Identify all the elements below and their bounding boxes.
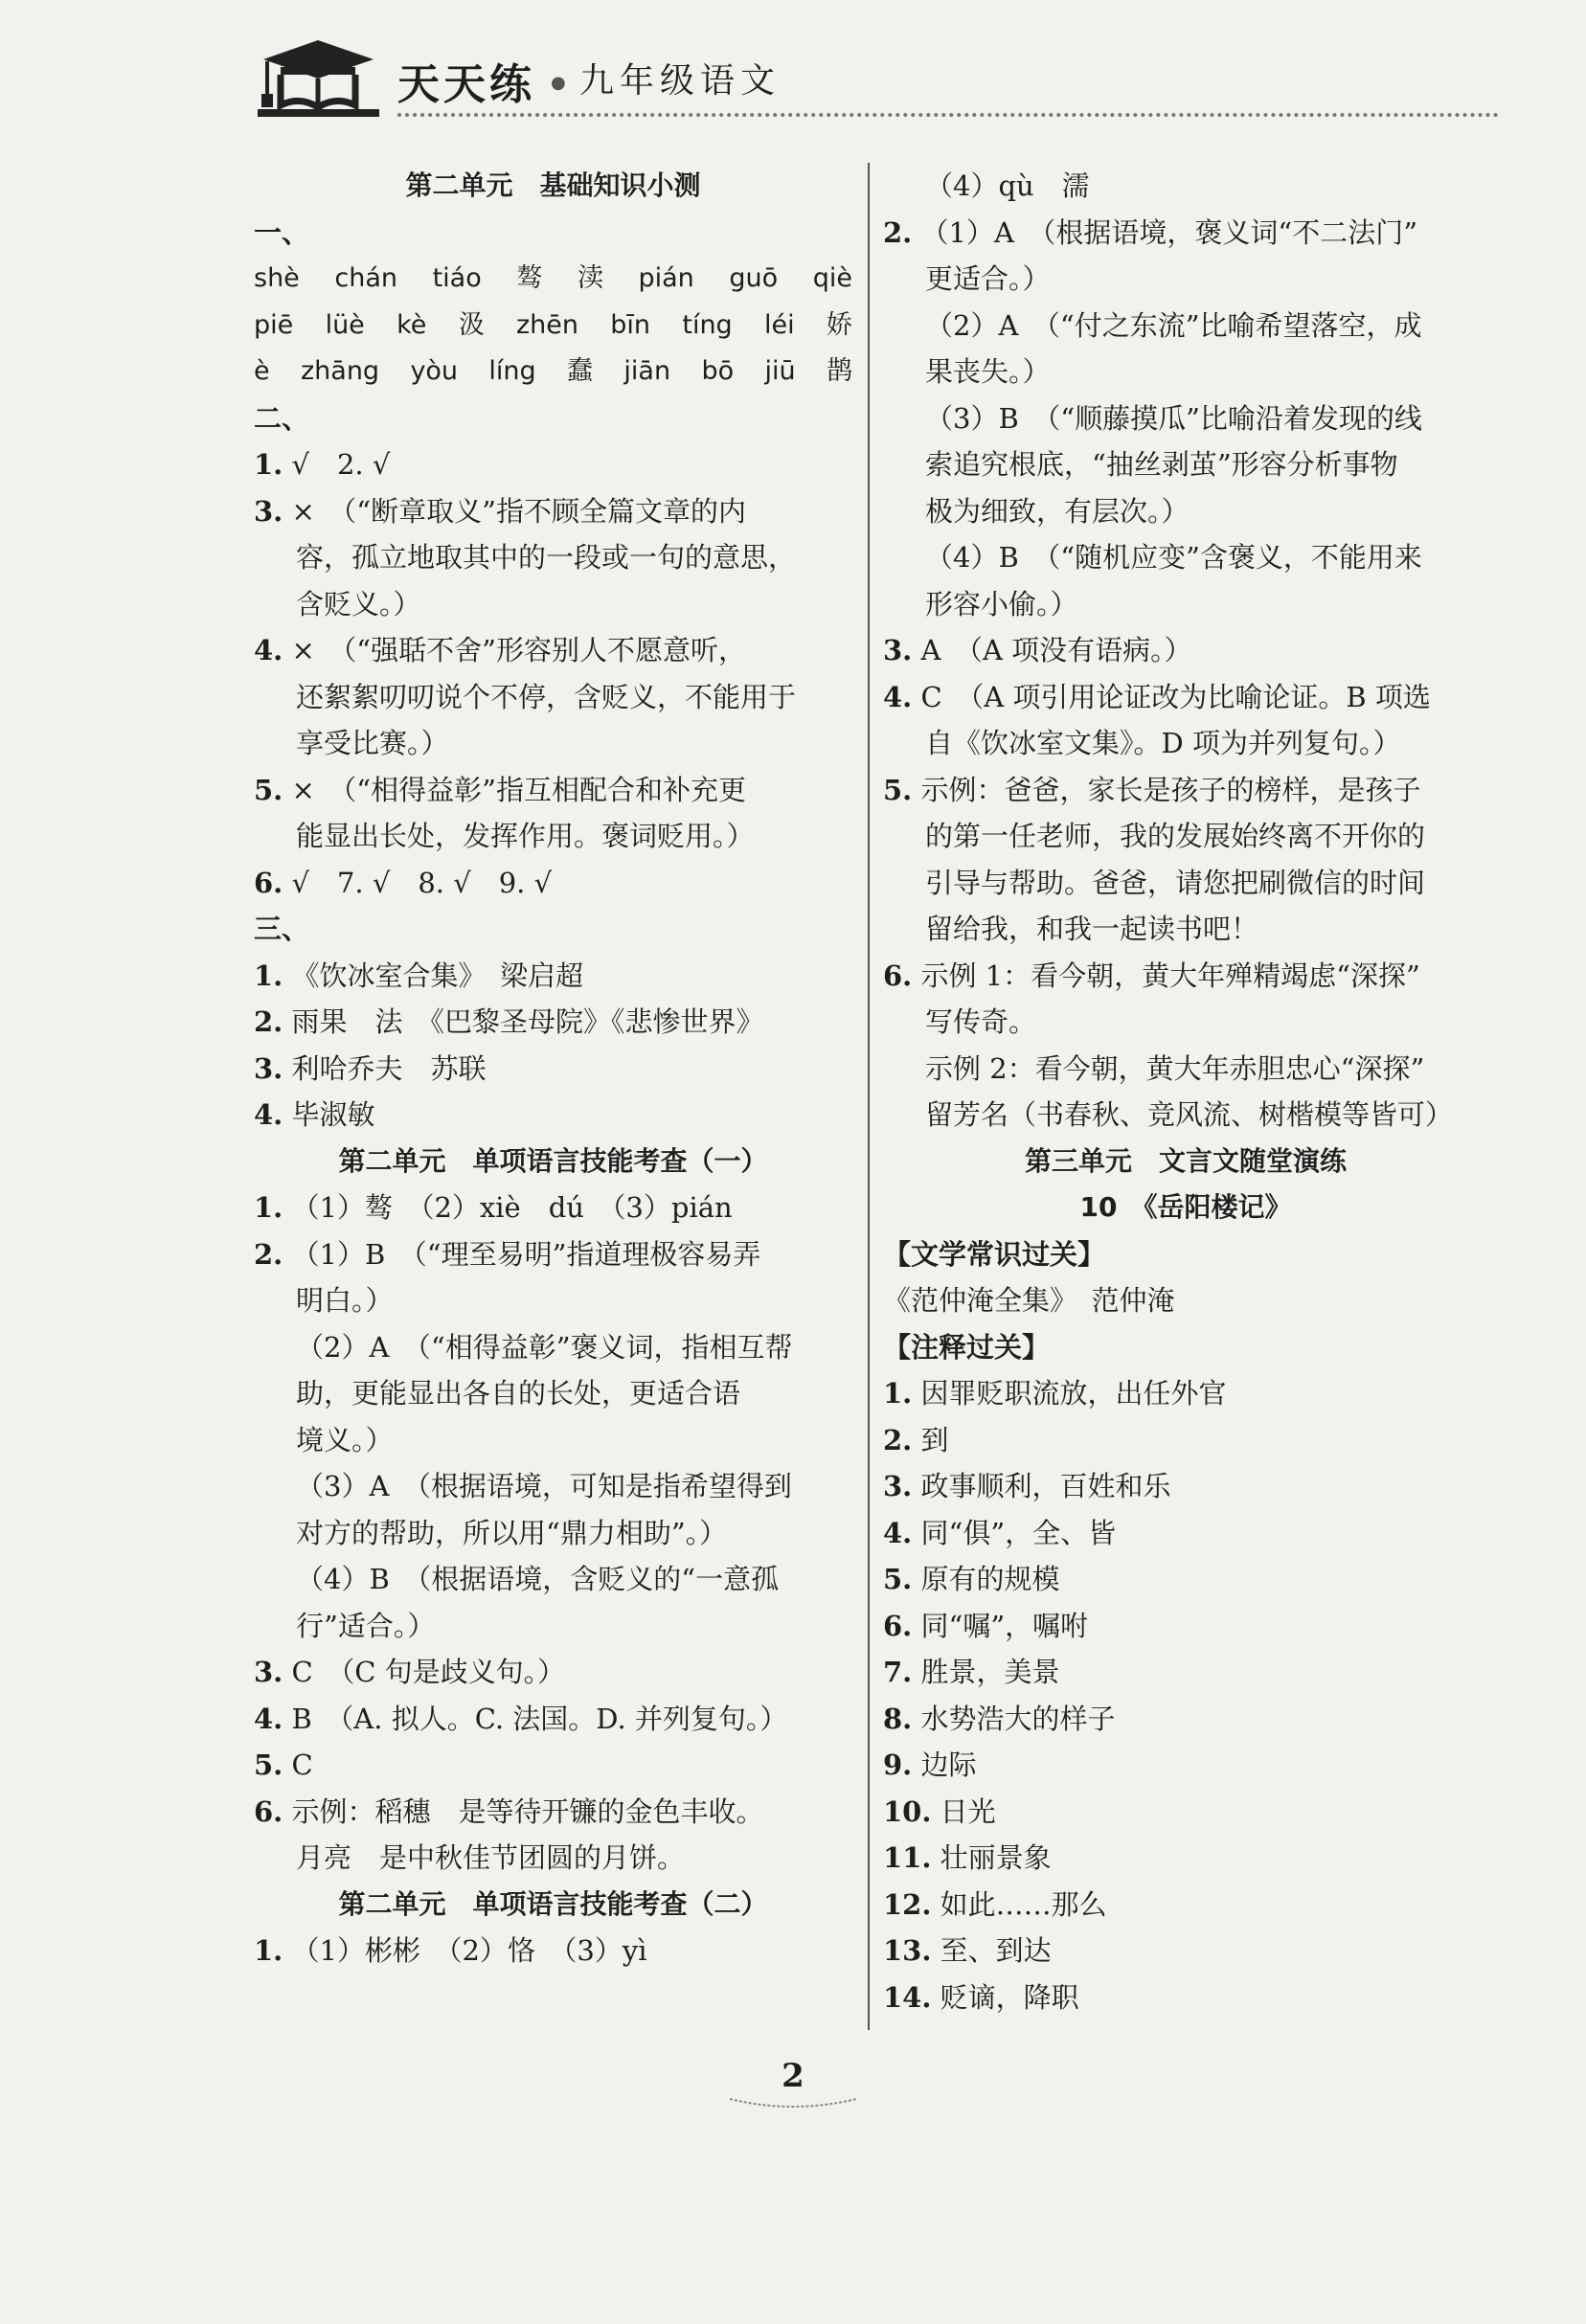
item-text: 因罪贬职流放，出任外官 bbox=[920, 1377, 1227, 1410]
continuation-line: 助，更能显出各自的长处，更适合语 bbox=[296, 1377, 741, 1410]
item-number: 3. bbox=[883, 1470, 913, 1502]
pinyin-item: zhāng bbox=[300, 356, 380, 386]
item-number: 3. bbox=[883, 634, 913, 666]
item-text: × （“强聒不舍”形容别人不愿意听， bbox=[291, 634, 746, 666]
continuation-line: 境义。） bbox=[296, 1423, 394, 1456]
item-number: 1. bbox=[254, 448, 283, 481]
pinyin-item: shè bbox=[254, 263, 300, 293]
pinyin-item: 娇 bbox=[826, 309, 852, 340]
section-title: 10 《岳阳楼记》 bbox=[1079, 1191, 1292, 1223]
item-text: 示例：稻穗 是等待开镰的金色丰收。 bbox=[291, 1794, 764, 1828]
answer-item bbox=[254, 1789, 852, 1836]
item-text: 水势浩大的样子 bbox=[920, 1702, 1116, 1735]
continuation-line: 极为细致，有层次。） bbox=[925, 494, 1190, 528]
item-number: 14. bbox=[883, 1980, 932, 2014]
item-number: 4. bbox=[254, 1098, 283, 1131]
item-number: 7. bbox=[883, 1656, 913, 1688]
item-text: 政事顺利，百姓和乐 bbox=[920, 1470, 1171, 1502]
continuation-line: 形容小偷。） bbox=[925, 587, 1078, 620]
pinyin-item: 鹊 bbox=[826, 356, 852, 386]
column-divider bbox=[868, 163, 870, 2030]
item-text: 胜景，美景 bbox=[920, 1656, 1060, 1688]
pinyin-item: kè bbox=[396, 309, 427, 340]
item-text: B （A. 拟人。C. 法国。D. 并列复句。） bbox=[291, 1702, 788, 1735]
pinyin-item: guō bbox=[729, 263, 779, 293]
answer-item bbox=[883, 674, 1488, 721]
item-text: 同“俱”，全、皆 bbox=[920, 1516, 1117, 1549]
answer-item bbox=[883, 1835, 1488, 1882]
brand-title: 天天练 bbox=[397, 60, 535, 109]
section-heading: 【文学常识过关】 bbox=[883, 1237, 1106, 1271]
item-text: 到 bbox=[920, 1423, 949, 1456]
pinyin-item: qiè bbox=[812, 263, 852, 293]
pinyin-item: chán bbox=[334, 263, 397, 293]
item-number: 6. bbox=[883, 959, 913, 992]
item-number: 2. bbox=[254, 1237, 283, 1271]
item-text: √ 2. √ bbox=[291, 448, 391, 481]
pinyin-item: pián bbox=[638, 263, 694, 293]
continuation-line: （2）A （“付之东流”比喻希望落空，成 bbox=[925, 308, 1422, 342]
continuation-line: 果丧失。） bbox=[925, 355, 1051, 388]
item-number: 5. bbox=[883, 1563, 913, 1595]
item-number: 5. bbox=[254, 773, 283, 806]
item-number: 10. bbox=[883, 1794, 932, 1828]
right-column bbox=[883, 163, 1488, 2020]
answer-item bbox=[883, 1789, 1488, 1836]
item-text: 壮丽景象 bbox=[940, 1841, 1052, 1874]
item-number: 2. bbox=[883, 1423, 913, 1456]
answer-item bbox=[254, 1046, 852, 1093]
item-number: 1. bbox=[254, 959, 283, 992]
pinyin-item: jiān bbox=[623, 356, 671, 386]
item-text: 边际 bbox=[920, 1749, 977, 1781]
continuation-line: 明白。） bbox=[296, 1284, 394, 1317]
answer-item bbox=[883, 1603, 1488, 1650]
item-text: 至、到达 bbox=[940, 1934, 1052, 1967]
section-title: 第二单元 基础知识小测 bbox=[405, 169, 701, 201]
answer-item bbox=[883, 1928, 1488, 1974]
item-number: 4. bbox=[254, 1702, 283, 1735]
continuation-line: 自《饮冰室文集》。D 项为并列复句。） bbox=[925, 727, 1401, 759]
item-number: 12. bbox=[883, 1887, 932, 1921]
item-text: 日光 bbox=[940, 1794, 996, 1828]
answer-item bbox=[254, 1696, 852, 1743]
pinyin-item: tiáo bbox=[432, 263, 482, 293]
pinyin-item: zhēn bbox=[515, 309, 578, 340]
answer-item bbox=[883, 1882, 1488, 1929]
answer-item bbox=[883, 210, 1488, 257]
continuation-line: （4）B （“随机应变”含褒义，不能用来 bbox=[925, 541, 1422, 574]
answer-item bbox=[883, 1974, 1488, 2021]
item-text: 如此……那么 bbox=[940, 1887, 1107, 1921]
continuation-line: 能显出长处，发挥作用。褒词贬用。） bbox=[296, 820, 755, 852]
item-text: A （A 项没有语病。） bbox=[920, 634, 1192, 666]
answer-item bbox=[254, 953, 852, 1000]
item-number: 2. bbox=[254, 1005, 283, 1038]
answer-item bbox=[254, 860, 852, 907]
item-number: 1. bbox=[883, 1377, 913, 1410]
item-number: 3. bbox=[254, 1656, 283, 1688]
answer-item bbox=[254, 488, 852, 535]
item-text: √ 7. √ 8. √ 9. √ bbox=[291, 866, 553, 899]
pinyin-item: è bbox=[254, 356, 270, 386]
graduation-cap-icon bbox=[254, 38, 383, 120]
item-number: 6. bbox=[254, 1794, 283, 1828]
answer-item bbox=[883, 1556, 1488, 1603]
pinyin-item: tíng bbox=[682, 309, 733, 340]
text-line: 《范仲淹全集》 范仲淹 bbox=[883, 1284, 1175, 1317]
item-text: C （A 项引用论证改为比喻论证。B 项选 bbox=[920, 680, 1431, 713]
pinyin-item: léi bbox=[764, 309, 795, 340]
answer-item bbox=[883, 1696, 1488, 1743]
item-text: 示例：爸爸，家长是孩子的榜样，是孩子 bbox=[920, 773, 1421, 806]
item-text: （1）B （“理至易明”指道理极容易弄 bbox=[291, 1237, 761, 1271]
pinyin-item: yòu bbox=[410, 356, 459, 386]
item-number: 3. bbox=[254, 1051, 283, 1085]
pinyin-item: 渎 bbox=[577, 263, 603, 293]
page-number: 2 bbox=[782, 2057, 804, 2095]
item-text: C bbox=[291, 1749, 313, 1781]
section-title: 第二单元 单项语言技能考查（一） bbox=[338, 1144, 768, 1177]
item-text: 同“嘱”，嘱咐 bbox=[920, 1609, 1089, 1642]
continuation-line: （2）A （“相得益彰”褒义词，指相互帮 bbox=[296, 1330, 793, 1364]
item-text: 毕淑敏 bbox=[291, 1098, 375, 1131]
item-text: × （“断章取义”指不顾全篇文章的内 bbox=[291, 494, 746, 528]
header-dotted-rule bbox=[397, 113, 1499, 117]
left-column bbox=[254, 163, 852, 1974]
item-text: 贬谪，降职 bbox=[940, 1980, 1079, 2014]
continuation-line: （3）B （“顺藤摸瓜”比喻沿着发现的线 bbox=[925, 401, 1422, 435]
item-text: （1）彬彬 （2）恪 （3）yì bbox=[291, 1934, 647, 1967]
answer-item bbox=[883, 1742, 1488, 1789]
header-separator: ● bbox=[551, 73, 566, 93]
page-footer bbox=[0, 2057, 1586, 2110]
answer-item bbox=[254, 1185, 852, 1231]
section-title: 第三单元 文言文随堂演练 bbox=[1024, 1144, 1347, 1177]
continuation-line: 享受比赛。） bbox=[296, 727, 449, 759]
item-number: 1. bbox=[254, 1934, 283, 1967]
answer-item bbox=[254, 441, 852, 488]
item-number: 9. bbox=[883, 1749, 913, 1781]
section-heading: 【注释过关】 bbox=[883, 1330, 1051, 1364]
page-header bbox=[254, 38, 1499, 124]
answer-item bbox=[883, 1463, 1488, 1510]
continuation-line: 写传奇。 bbox=[925, 1005, 1037, 1038]
pinyin-item: 蠢 bbox=[567, 356, 594, 386]
continuation-line: 月亮 是中秋佳节团圆的月饼。 bbox=[296, 1841, 686, 1874]
item-text: （1）A （根据语境，褒义词“不二法门” bbox=[920, 215, 1418, 249]
section-heading: 二、 bbox=[254, 401, 310, 435]
continuation-line: 索追究根底，“抽丝剥茧”形容分析事物 bbox=[925, 448, 1398, 481]
answer-item bbox=[883, 1649, 1488, 1696]
item-text: 《饮冰室合集》 梁启超 bbox=[291, 959, 584, 992]
continuation-line: 留给我，和我一起读书吧！ bbox=[925, 913, 1259, 945]
answer-item bbox=[254, 1928, 852, 1974]
page-number-ornament bbox=[726, 2095, 860, 2110]
continuation-line: （3）A （根据语境，可知是指希望得到 bbox=[296, 1470, 792, 1502]
pinyin-item: jiū bbox=[764, 356, 796, 386]
pinyin-item: 骜 bbox=[516, 263, 543, 293]
item-text: 雨果 法 《巴黎圣母院》《悲惨世界》 bbox=[291, 1005, 764, 1038]
item-number: 13. bbox=[883, 1934, 932, 1967]
item-number: 5. bbox=[254, 1749, 283, 1781]
item-number: 8. bbox=[883, 1702, 913, 1735]
pinyin-row bbox=[254, 349, 852, 395]
continuation-line: （4）B （根据语境，含贬义的“一意孤 bbox=[296, 1563, 780, 1595]
pinyin-item: bīn bbox=[610, 309, 651, 340]
answer-item bbox=[883, 627, 1488, 674]
subject-title: 九年级语文 bbox=[579, 61, 782, 101]
answer-item bbox=[254, 999, 852, 1046]
answer-item bbox=[254, 1231, 852, 1278]
item-number: 3. bbox=[254, 494, 283, 528]
item-number: 1. bbox=[254, 1191, 283, 1224]
pinyin-item: bō bbox=[701, 356, 735, 386]
item-number: 4. bbox=[883, 680, 913, 713]
answer-item bbox=[883, 767, 1488, 814]
continuation-line: 更适合。） bbox=[925, 262, 1051, 295]
continuation-line: 示例 2：看今朝，黄大年赤胆忠心“深探” bbox=[925, 1051, 1425, 1085]
item-number: 5. bbox=[883, 773, 913, 806]
item-number: 4. bbox=[254, 634, 283, 666]
item-text: C （C 句是歧义句。） bbox=[291, 1656, 566, 1688]
item-number: 11. bbox=[883, 1841, 932, 1874]
continuation-line: （4）qù 濡 bbox=[925, 169, 1090, 202]
continuation-line: 的第一任老师，我的发展始终离不开你的 bbox=[925, 820, 1426, 852]
pinyin-item: 汲 bbox=[458, 309, 485, 340]
answer-item bbox=[883, 1370, 1488, 1417]
answer-item bbox=[254, 1092, 852, 1139]
item-text: （1）骜 （2）xiè dú （3）pián bbox=[291, 1191, 733, 1224]
pinyin-item: lüè bbox=[325, 309, 365, 340]
continuation-line: 引导与帮助。爸爸，请您把刷微信的时间 bbox=[925, 866, 1426, 899]
pinyin-row bbox=[254, 256, 852, 303]
answer-item bbox=[254, 1649, 852, 1696]
section-heading: 三、 bbox=[254, 913, 310, 945]
answer-item bbox=[254, 627, 852, 674]
item-text: 原有的规模 bbox=[920, 1563, 1060, 1595]
item-number: 4. bbox=[883, 1516, 913, 1549]
continuation-line: 对方的帮助，所以用“鼎力相助”。） bbox=[296, 1516, 728, 1549]
continuation-line: 还絮絮叨叨说个不停，含贬义，不能用于 bbox=[296, 680, 797, 713]
pinyin-row bbox=[254, 303, 852, 350]
section-title: 第二单元 单项语言技能考查（二） bbox=[338, 1887, 768, 1920]
answer-item bbox=[254, 1742, 852, 1789]
pinyin-item: piē bbox=[254, 309, 294, 340]
pinyin-item: líng bbox=[488, 356, 536, 386]
continuation-line: 留芳名（书春秋、竞风流、树楷模等皆可） bbox=[925, 1098, 1454, 1131]
item-number: 2. bbox=[883, 215, 913, 249]
answer-item bbox=[883, 953, 1488, 1000]
item-number: 6. bbox=[883, 1609, 913, 1642]
section-heading: 一、 bbox=[254, 215, 310, 249]
item-number: 6. bbox=[254, 866, 283, 899]
item-text: 利哈乔夫 苏联 bbox=[291, 1051, 487, 1085]
continuation-line: 含贬义。） bbox=[296, 587, 421, 620]
continuation-line: 行”适合。） bbox=[296, 1609, 436, 1642]
item-text: 示例 1：看今朝，黄大年殚精竭虑“深探” bbox=[920, 959, 1420, 992]
answer-item bbox=[883, 1417, 1488, 1464]
continuation-line: 容，孤立地取其中的一段或一句的意思， bbox=[296, 541, 797, 574]
item-text: × （“相得益彰”指互相配合和补充更 bbox=[291, 773, 746, 806]
answer-item bbox=[883, 1510, 1488, 1557]
answer-item bbox=[254, 767, 852, 814]
